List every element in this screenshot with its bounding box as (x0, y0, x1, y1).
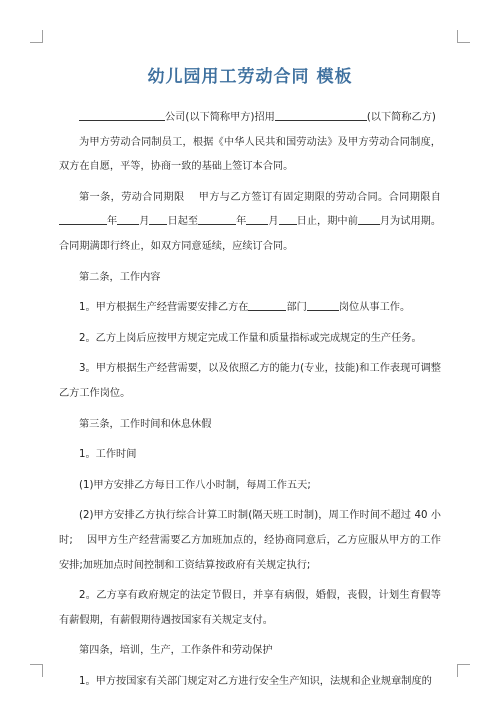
article-2-item-2: 2。乙方上岗后应按甲方规定完成工作量和质量指标或完成规定的生产任务。 (79, 332, 422, 344)
article-3-heading: 第三条，工作时间和休息休假 (79, 418, 212, 430)
company-blank[interactable] (79, 109, 165, 121)
article-1: 第一条，劳动合同期限 甲方与乙方签订有固定期限的劳动合同。合同期限自年 月 日起至 年 月 日止，期中前 月为试用期。合同期满即行终止，如双方同意延续，应续订合同。 (59, 191, 442, 252)
article-2-item-3: 3。甲方根据生产经营需要，以及依照乙方的能力(专业，技能)和工作表现可调整乙方工作岗位。 (59, 363, 441, 399)
article-4-item-1: 1。甲方按国家有关部门规定对乙方进行安全生产知识，法规和企业规章制度的 (79, 675, 432, 687)
employee-blank[interactable] (275, 109, 367, 121)
article-4-heading: 第四条，培训，生产，工作条件和劳动保护 (79, 645, 273, 657)
article-3-item-1-1: (1)甲方安排乙方每日工作八小时制，每周工作五天; (79, 479, 311, 491)
intro-paragraph: 为甲方劳动合同制员工，根据《中华人民共和国劳动法》及甲方劳动合同制度，双方在自愿，平等，协商一致的基础上签订本合同。 (59, 136, 441, 173)
article-2-heading: 第二条，工作内容 (79, 271, 161, 283)
article-3-item-1-2: (2)甲方安排乙方执行综合计算工时制(隔天班工时制)，周工作时间不超过 40 小时; 因甲方生产经营需要乙方加班加点的，经协商同意后，乙方应服从甲方的工作安排;加班加点时间控制和工资结算按政府有关规定执行; (59, 510, 441, 571)
crop-mark-bottom-left (30, 664, 43, 677)
contract-body (59, 106, 441, 694)
article-2-item-1: 1。甲方根据生产经营需要安排乙方在 部门 岗位从事工作。 (59, 296, 441, 321)
crop-mark-top-right (457, 30, 470, 43)
crop-mark-top-left (30, 30, 43, 43)
article-3-item-1: 1。工作时间 (79, 449, 137, 461)
crop-mark-bottom-right (457, 664, 470, 677)
document-title: 幼儿园用工劳动合同 模板 (147, 67, 353, 87)
header-line: 公司(以下简称甲方)招用 (以下简称乙方) (59, 106, 441, 131)
article-3-item-2: 2。乙方享有政府规定的法定节假日，并享有病假，婚假，丧假，计划生育假等有薪假期，有薪假期待遇按国家有关规定支付。 (59, 590, 441, 626)
